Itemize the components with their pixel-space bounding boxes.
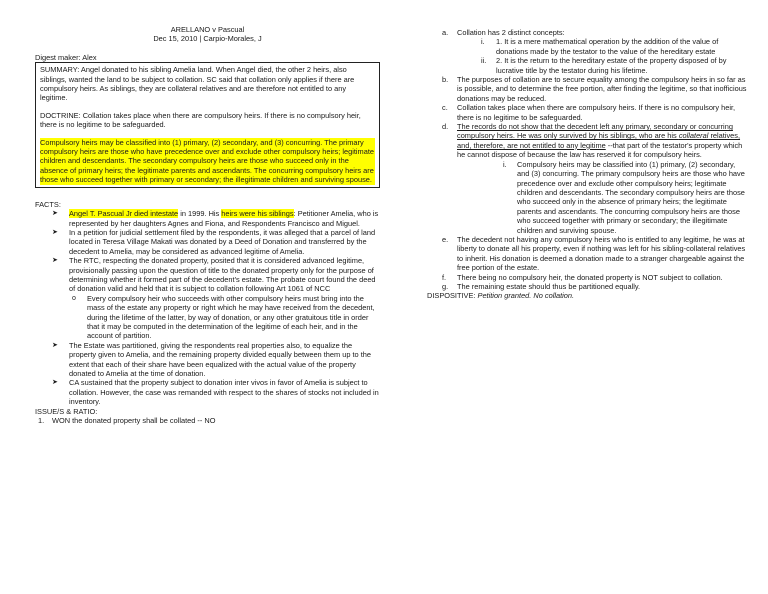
fact-item	[35, 209, 380, 228]
ratio-marker: f.	[442, 272, 447, 282]
concept-marker: i.	[481, 37, 485, 47]
facts-list	[35, 209, 380, 294]
heir-classes-list	[457, 160, 748, 235]
fact-item: ➤ CA sustained that the property subject to donation inter vivos in favor of Amelia is subject to collation. However, the case was remanded with respect to the shares of stocks not included in inventory.	[35, 378, 380, 406]
issue-text: WON the donated property shall be collated -- NO	[52, 416, 216, 426]
dispositive	[427, 291, 748, 300]
ratio-list	[442, 28, 748, 291]
ratio-item-d	[442, 122, 748, 235]
ratio-text: Collation takes place when there are compulsory heirs. If there is no compulsory heir, there is no legitime to be safeguarded.	[457, 103, 736, 122]
fact-item: ➤ In a petition for judicial settlement filed by the respondents, it was alleged that a parcel of land located in Teresa Village Makati was donated by a Deed of Donation and transferred by the decedent to Amelia, may be considered as advanced legitime of Amelia.	[35, 228, 380, 256]
right-column	[427, 28, 748, 301]
ratio-item-e	[442, 235, 748, 273]
issue-number: 1.	[38, 416, 45, 426]
issue-item	[35, 416, 380, 425]
ratio-underlined-text: The records do not show that the decedent left any primary, secondary or concurring compulsory heirs. He was only survived by his siblings, who are his	[457, 122, 733, 141]
ratio-text: The remaining estate should thus be partitioned equally.	[457, 281, 641, 291]
ratio-item-f	[442, 273, 748, 282]
ratio-marker: g.	[442, 281, 449, 291]
ratio-item-a	[442, 28, 748, 75]
ratio-text: --that part of the testator's property which he cannot dispose of because the law has reserved it for compulsory heirs.	[457, 140, 743, 160]
fact-item: ➤ The Estate was partitioned, giving the respondents real properties also, to equalize the property given to Amelia, and the remaining property divided equally between them up to the extent that each of their share have been equalized with the actual value of the property donated to Amelia at the time of donation.	[35, 341, 380, 379]
case-date-ponente: Dec 15, 2010 | Carpio-Morales, J	[153, 34, 262, 44]
art-1061-text: o Every compulsory heir who succeeds with other compulsory heirs must bring into the mass of the estate any property or right which he may have received from the decedent, during the lifetime of the latter, by way of donation, or any other gratuitous title in order that it may be computed in the determination of the legitime of each heir, and in the account of partition.	[35, 294, 380, 341]
heir-classes-marker: i.	[503, 159, 507, 169]
summary-text: SUMMARY: Angel donated to his sibling Amelia land. When Angel died, the other 2 heirs, also siblings, wanted the land to be subject to collation. SC said that collation only applies if there are compulsory heirs. As siblings, they are collateral relatives and are therefore not entitled to any legitime.	[40, 65, 355, 103]
dispositive-label: DISPOSITIVE:	[427, 291, 478, 301]
ratio-item-b	[442, 75, 748, 103]
ratio-marker: e.	[442, 234, 449, 244]
ratio-item-c	[442, 103, 748, 122]
issues-list	[35, 416, 380, 425]
concept-text: 2. It is the return to the hereditary estate of the property disposed of by lucrative title by the testator during his lifetime.	[496, 56, 727, 75]
issues-label: ISSUE/S & RATIO:	[35, 406, 98, 416]
doctrine-text: DOCTRINE: Collation takes place when there are compulsory heirs. If there is no compulsory heir, there is no legitime to be safeguarded.	[40, 110, 361, 130]
ratio-text: There being no compulsory heir, the donated property is NOT subject to collation.	[457, 272, 723, 282]
facts-list-continued	[35, 341, 380, 407]
fact-highlight-death: Angel T. Pascual Jr died intestate	[69, 209, 179, 219]
concept-item	[457, 56, 748, 75]
ratio-marker: a.	[442, 28, 449, 37]
art-1061-list	[35, 294, 380, 341]
ratio-marker: d.	[442, 122, 449, 132]
digest-maker: Digest maker: Alex	[35, 52, 97, 62]
ratio-underlined-text: relatives, and, therefore, are not entitled to any legitime	[457, 131, 741, 150]
left-column	[35, 25, 380, 425]
collation-concepts-list	[457, 37, 748, 75]
concept-item	[457, 37, 748, 56]
ratio-text: The decedent not having any compulsory heirs who is entitled to any legitime, he was at liberty to donate all his property, even if nothing was left for his sibling-collateral relatives to inherit. His donation is deemed a donation made to a stranger chargeable against the free portion of the estate.	[457, 234, 746, 273]
ratio-emphasis: collateral	[678, 131, 709, 141]
ratio-marker: c.	[442, 103, 448, 113]
concept-marker: ii.	[481, 56, 487, 66]
heir-classes-item	[457, 160, 748, 235]
dispositive-text: Petition granted. No collation.	[477, 291, 575, 301]
ratio-item-g	[442, 282, 748, 291]
ratio-text: The purposes of collation are to secure equality among the compulsory heirs in so far as is possible, and to determine the free portion, after finding the legitime, so that inofficious donations may be reduced.	[457, 75, 747, 103]
case-title: ARELLANO v Pascual	[170, 25, 245, 34]
fact-text: in 1999. His	[178, 209, 222, 219]
facts-label: FACTS:	[35, 199, 61, 209]
summary-box	[35, 62, 380, 187]
ratio-marker: b.	[442, 75, 449, 85]
compulsory-heirs-text: Compulsory heirs may be classified into (1) primary, (2) secondary, and (3) concurring. The primary compulsory heirs are those who have precedence over and exclude other compulsory heirs; legitimate children and descendants. The secondary compulsory heirs are those who succeed only in the absence of primary heirs; the legitimate parents and ascendants. The concurring compulsory heirs are those who succeed together with primary or secondary; the illegitimate children and surviving spouse.	[40, 137, 374, 185]
ratio-text: Collation has 2 distinct concepts:	[457, 28, 565, 37]
concept-text: 1. It is a mere mathematical operation by the addition of the value of donations made by the testator to the value of the hereditary estate	[496, 37, 719, 56]
fact-highlight-heirs: heirs were his siblings	[221, 209, 294, 219]
heir-classes-text: Compulsory heirs may be classified into (1) primary, (2) secondary, and (3) concurring. The primary compulsory heirs are those who have precedence over and exclude other compulsory heirs; legitimate children and descendants. The secondary compulsory heirs are those who succeed only in the absence of primary heirs; the legitimate parents and ascendants. The concurring compulsory heirs are those who succeed together with primary or secondary; the illegitimate children and surviving spouse.	[517, 159, 745, 235]
fact-text: : Petitioner Amelia, who is represented by her daughters Agnes and Fiona, and Respondents Francisco and Miguel.	[69, 209, 379, 228]
fact-item: ➤ The RTC, respecting the donated property, posited that it is considered advanced legitime, provisionally passing upon the question of title to the donated property only for the purpose of determining whether it formed part of the decedent's estate. The probate court found the deed of donation valid and held that it is subject to collation following Art 1061 of NCC	[35, 256, 380, 294]
